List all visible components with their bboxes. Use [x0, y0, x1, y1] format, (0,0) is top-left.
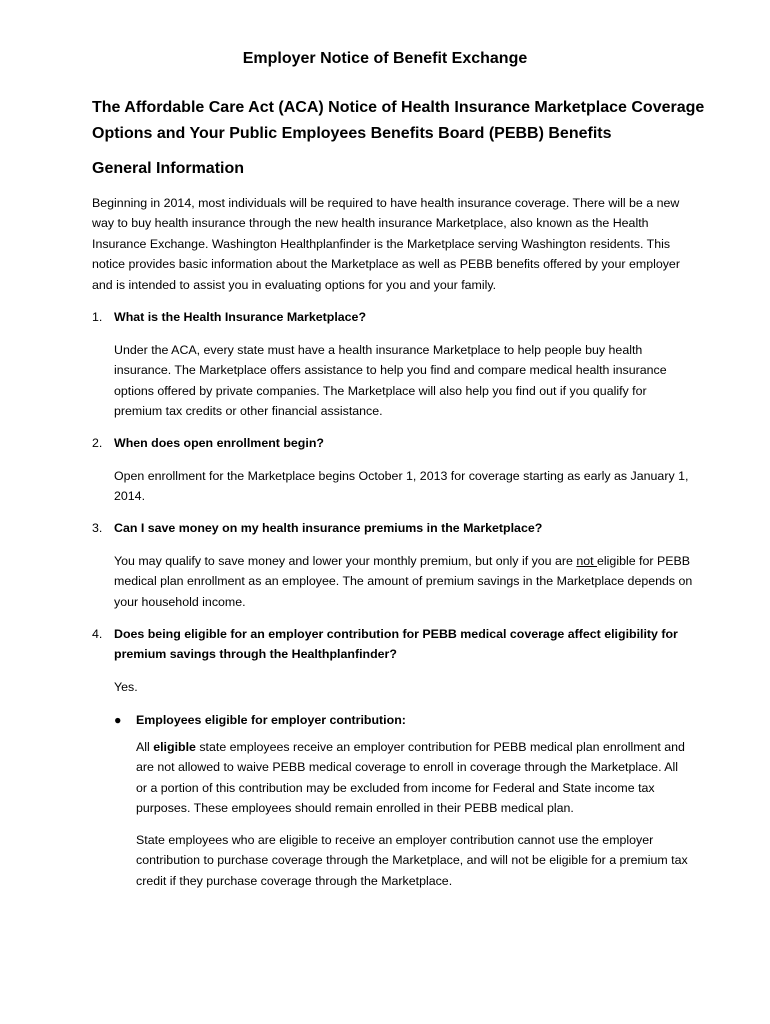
- question-2: [92, 433, 692, 453]
- section-heading: General Information: [92, 160, 245, 177]
- question-text: Can I save money on my health insurance premiums in the Marketplace?: [114, 521, 543, 535]
- emphasis-eligible: eligible: [153, 740, 196, 754]
- question-text: When does open enrollment begin?: [114, 436, 324, 450]
- question-4: [92, 624, 692, 665]
- bullet-label: Employees eligible for employer contribution:: [136, 713, 406, 727]
- answer-2: Open enrollment for the Marketplace begins October 1, 2013 for coverage starting as early as January 1, 2014.: [114, 469, 689, 504]
- question-text: Does being eligible for an employer contribution for PEBB medical coverage affect eligibility for premium savings through the Healthplanfinder?: [114, 627, 678, 662]
- paragraph-text: All: [136, 740, 154, 754]
- question-number: 2.: [92, 436, 103, 450]
- question-3: [92, 518, 692, 538]
- answer-text: You may qualify to save money and lower your monthly premium, but only if you are: [114, 554, 577, 568]
- answer-text: eligible for PEBB medical plan enrollment as an employee. The amount of premium savings in the Marketplace depends on your household income.: [114, 554, 693, 609]
- intro-paragraph: Beginning in 2014, most individuals will be required to have health insurance coverage. There will be a new way to buy health insurance through the new health insurance Marketplace, also known as the Health Insurance Exchange. Washington Healthplanfinder is the Marketplace serving Washington residents. This notice provides basic information about the Marketplace as well as PEBB benefits offered by your employer and is intended to assist you in evaluating options for you and your family.: [92, 196, 680, 292]
- notice-heading: The Affordable Care Act (ACA) Notice of Health Insurance Marketplace Coverage Options and Your Public Employees Benefits Board (PEBB) Benefits: [92, 99, 705, 142]
- answer-4: Yes.: [114, 680, 138, 694]
- bullet-paragraph-1: [136, 737, 692, 819]
- document-title: Employer Notice of Benefit Exchange: [242, 50, 528, 67]
- bullet-icon: ●: [114, 713, 122, 727]
- answer-3: [114, 551, 694, 612]
- paragraph-text: state employees receive an employer contribution for PEBB medical plan enrollment and are not allowed to waive PEBB medical coverage to enroll in coverage through the Marketplace. All or a portion of this contribution may be excluded from income for Federal and State income tax purposes. These employees should remain enrolled in their PEBB medical plan.: [136, 740, 685, 816]
- question-number: 3.: [92, 521, 103, 535]
- question-text: What is the Health Insurance Marketplace?: [114, 310, 367, 324]
- question-number: 4.: [92, 627, 103, 641]
- emphasis-not: not: [576, 554, 598, 568]
- question-1: [92, 307, 692, 327]
- bullet-paragraph-2: State employees who are eligible to receive an employer contribution cannot use the employer contribution to purchase coverage through the Marketplace, and will not be eligible for a premium tax credit if they purchase coverage through the Marketplace.: [136, 833, 688, 888]
- answer-1: Under the ACA, every state must have a health insurance Marketplace to help people buy health insurance. The Marketplace offers assistance to help you find and compare medical health insurance options offered by private companies. The Marketplace will also help you find out if you qualify for premium tax credits or other financial assistance.: [114, 343, 667, 419]
- bullet-item: [114, 710, 694, 730]
- question-number: 1.: [92, 310, 103, 324]
